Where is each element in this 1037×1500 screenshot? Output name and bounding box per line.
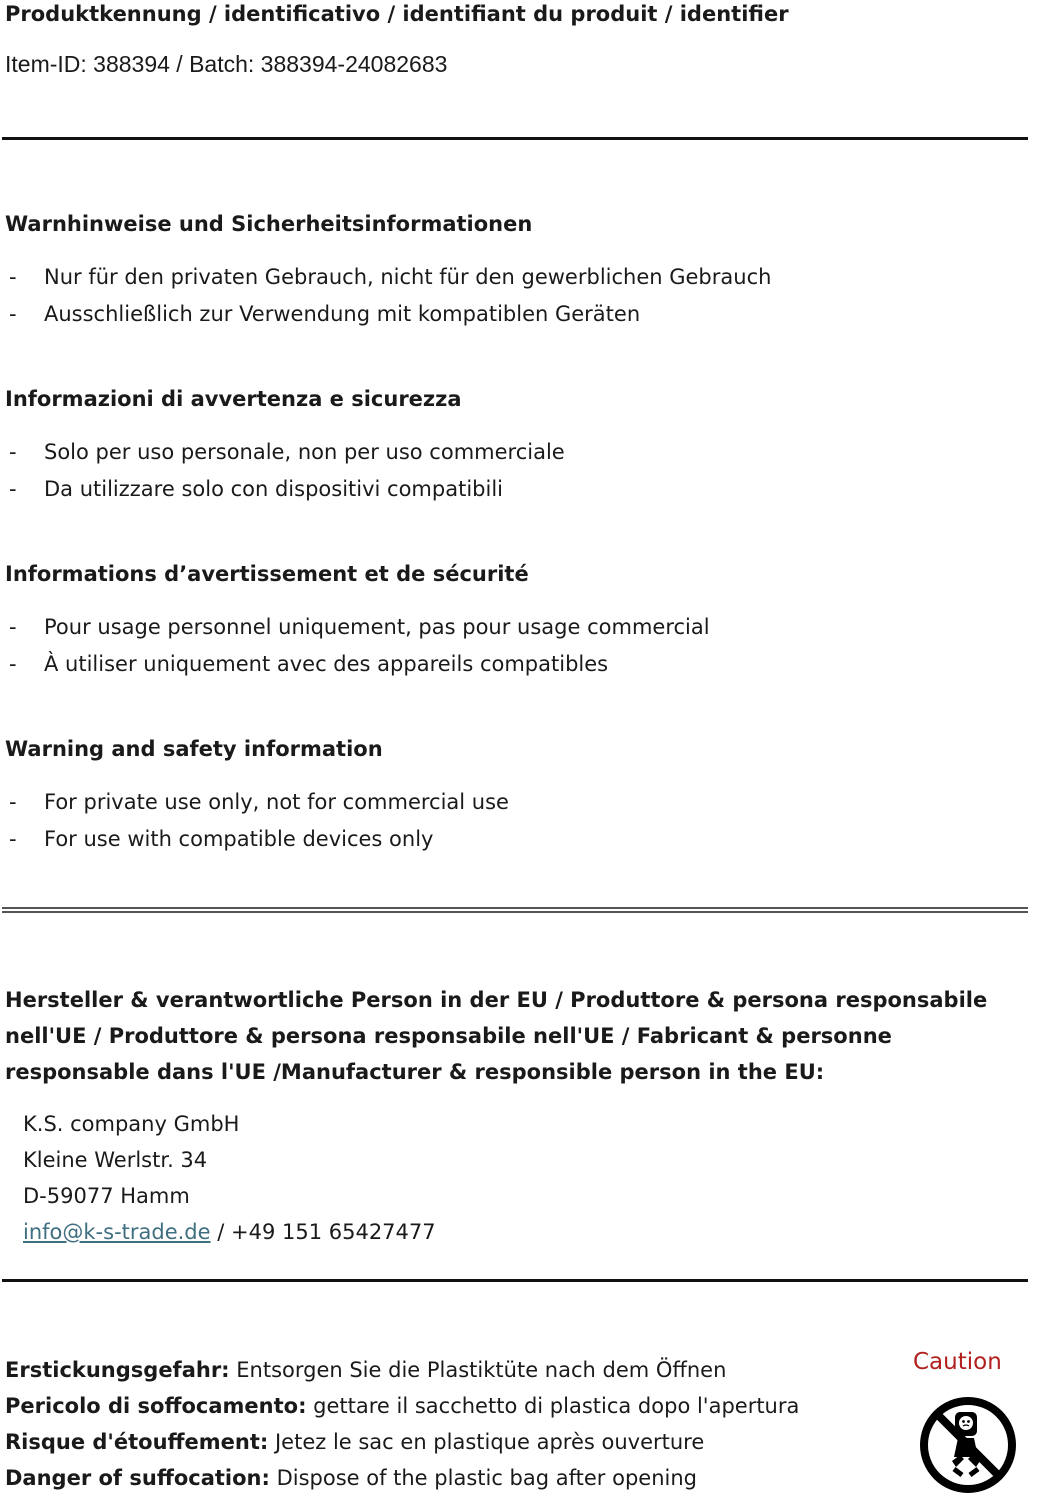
warning-list-fr xyxy=(9,613,710,687)
warning-heading-de: Warnhinweise und Sicherheitsinformationen xyxy=(5,212,533,236)
double-divider xyxy=(2,907,1028,913)
suffocation-warnings xyxy=(5,1352,799,1496)
city: D-59077 Hamm xyxy=(23,1184,190,1208)
warning-heading-it: Informazioni di avvertenza e sicurezza xyxy=(5,387,462,411)
company-name: K.S. company GmbH xyxy=(23,1112,240,1136)
product-identifier-heading: Produktkennung / identificativo / identifiant du produit / identifier xyxy=(5,2,789,26)
list-item: - Solo per uso personale, non per uso commerciale xyxy=(9,440,565,464)
list-item: - Ausschließlich zur Verwendung mit kompatiblen Geräten xyxy=(9,302,641,326)
contact-line xyxy=(23,1214,436,1250)
no-plastic-bag-child-icon xyxy=(918,1395,1018,1495)
list-item: - Pour usage personnel uniquement, pas pour usage commercial xyxy=(9,615,710,639)
item-batch-ids: Item-ID: 388394 / Batch: 388394-24082683 xyxy=(5,51,448,77)
street: Kleine Werlstr. 34 xyxy=(23,1148,208,1172)
warning-list-it xyxy=(9,438,565,512)
phone: / +49 151 65427477 xyxy=(210,1220,436,1244)
list-item: - À utiliser uniquement avec des appareils compatibles xyxy=(9,652,609,676)
manufacturer-address xyxy=(23,1106,436,1250)
divider xyxy=(2,1279,1028,1282)
warning-list-de xyxy=(9,263,771,337)
warning-list-en xyxy=(9,788,509,862)
caution-label: Caution xyxy=(913,1349,1002,1375)
divider xyxy=(2,137,1028,140)
suffocation-line-en: Danger of suffocation: Dispose of the plastic bag after opening xyxy=(5,1466,697,1490)
warning-heading-en: Warning and safety information xyxy=(5,737,383,761)
list-item: - For private use only, not for commercial use xyxy=(9,790,509,814)
list-item: - For use with compatible devices only xyxy=(9,827,434,851)
suffocation-line-de: Erstickungsgefahr: Entsorgen Sie die Plastiktüte nach dem Öffnen xyxy=(5,1358,727,1382)
suffocation-line-fr: Risque d'étouffement: Jetez le sac en plastique après ouverture xyxy=(5,1430,705,1454)
manufacturer-heading: Hersteller & verantwortliche Person in der EU / Produttore & persona responsabile nell'UE / Produttore & persona responsabile nell'UE / Fabricant & personne responsable dans l'UE /Manufacturer & responsible person in the EU: xyxy=(5,988,988,1084)
warning-heading-fr: Informations d’avertissement et de sécurité xyxy=(5,562,529,586)
list-item: - Da utilizzare solo con dispositivi compatibili xyxy=(9,477,503,501)
list-item: - Nur für den privaten Gebrauch, nicht für den gewerblichen Gebrauch xyxy=(9,265,772,289)
suffocation-line-it: Pericolo di soffocamento: gettare il sacchetto di plastica dopo l'apertura xyxy=(5,1394,800,1418)
email-link[interactable]: info@k-s-trade.de xyxy=(23,1220,211,1244)
